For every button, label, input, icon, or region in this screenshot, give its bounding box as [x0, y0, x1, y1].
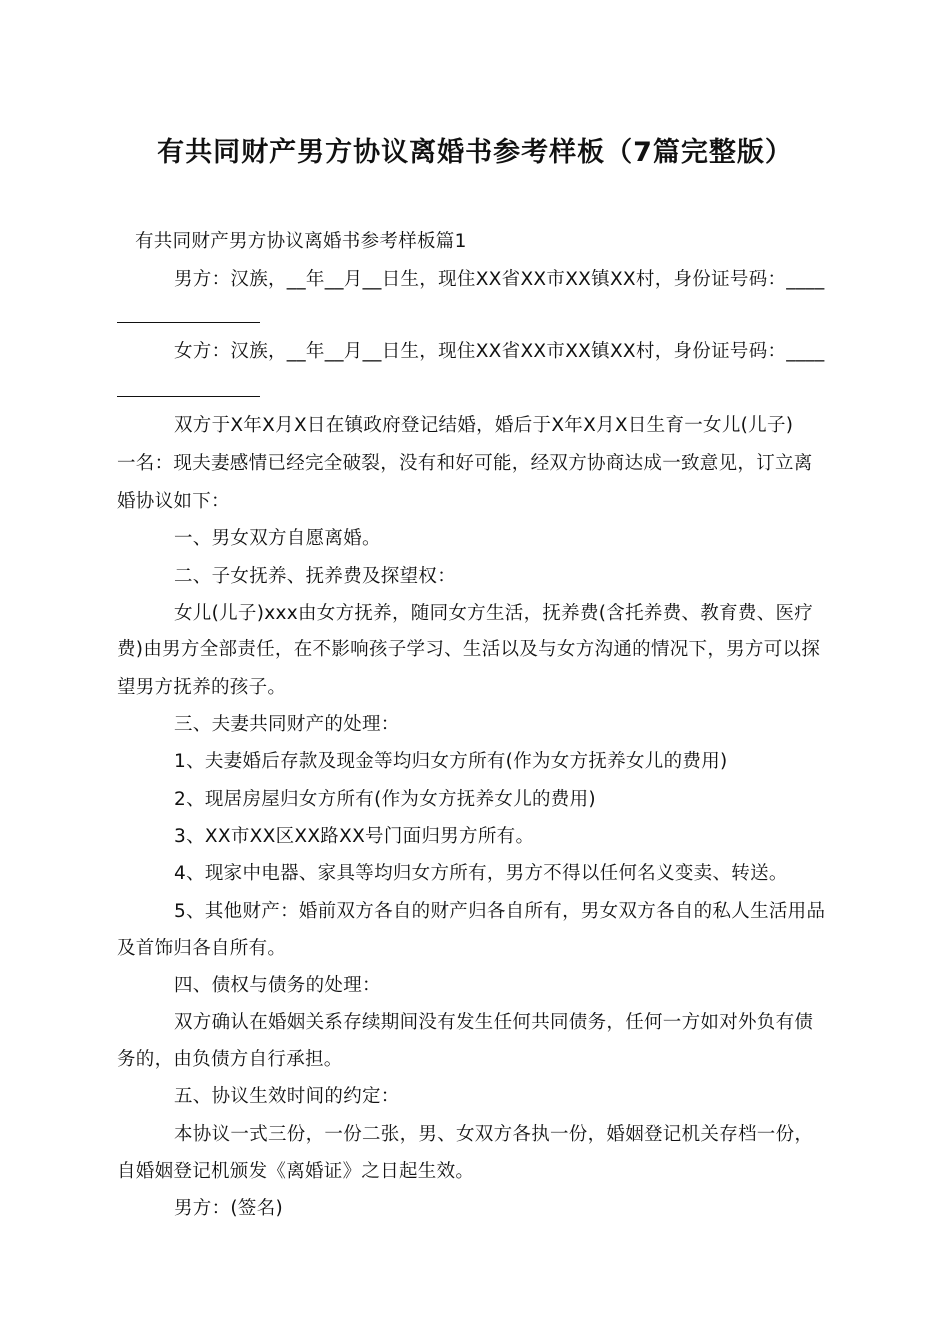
clause-4-heading: 四、债权与债务的处理：	[174, 975, 381, 996]
clause-3-item: 4、现家中电器、家具等均归女方所有，男方不得以任何名义变卖、转送。	[174, 863, 788, 884]
section-heading: 有共同财产男方协议离婚书参考样板篇1	[135, 231, 467, 252]
clause-4-body-line: 务的，由负债方自行承担。	[117, 1049, 343, 1070]
id-number-blank-underline	[117, 396, 260, 397]
signature-male-line: 男方：(签名)	[174, 1198, 284, 1219]
clause-3-item: 3、XX市XX区XX路XX号门面归男方所有。	[174, 826, 535, 847]
clause-2-body-line: 女儿(儿子)xxx由女方抚养，随同女方生活，抚养费(含托养费、教育费、医疗	[174, 603, 814, 624]
intro-line: 一名：现夫妻感情已经完全破裂，没有和好可能，经双方协商达成一致意见，订立离	[117, 453, 813, 474]
clause-3-item: 2、现居房屋归女方所有(作为女方抚养女儿的费用)	[174, 789, 596, 810]
party-male-line: 男方：汉族，__年__月__日生，现住XX省XX市XX镇XX村，身份证号码：____	[174, 269, 825, 290]
clause-5-body-line: 本协议一式三份，一份二张，男、女双方各执一份，婚姻登记机关存档一份，	[174, 1124, 814, 1145]
clause-3-item: 1、夫妻婚后存款及现金等均归女方所有(作为女方抚养女儿的费用)	[174, 751, 728, 772]
clause-4-body-line: 双方确认在婚姻关系存续期间没有发生任何共同债务，任何一方如对外负有债	[174, 1012, 814, 1033]
clause-5-heading: 五、协议生效时间的约定：	[174, 1086, 400, 1107]
intro-line: 婚协议如下：	[117, 491, 230, 512]
document-title: 有共同财产男方协议离婚书参考样板（7篇完整版）	[157, 137, 793, 168]
clause-5-body-line: 自婚姻登记机颁发《离婚证》之日起生效。	[117, 1161, 475, 1182]
clause-3-item: 及首饰归各自所有。	[117, 938, 287, 959]
id-number-blank-underline	[117, 322, 260, 323]
clause-2-body-line: 费)由男方全部责任，在不影响孩子学习、生活以及与女方沟通的情况下，男方可以探	[117, 639, 821, 660]
clause-2-body-line: 望男方抚养的孩子。	[117, 677, 287, 698]
clause-1-heading: 一、男女双方自愿离婚。	[174, 528, 381, 549]
intro-line: 双方于X年X月X日在镇政府登记结婚，婚后于X年X月X日生育一女儿(儿子)	[174, 415, 794, 436]
clause-2-heading: 二、子女抚养、抚养费及探望权：	[174, 566, 457, 587]
clause-3-heading: 三、夫妻共同财产的处理：	[174, 714, 400, 735]
clause-3-item: 5、其他财产：婚前双方各自的财产归各自所有，男女双方各自的私人生活用品	[174, 901, 826, 922]
party-female-line: 女方：汉族，__年__月__日生，现住XX省XX市XX镇XX村，身份证号码：____	[174, 341, 825, 362]
